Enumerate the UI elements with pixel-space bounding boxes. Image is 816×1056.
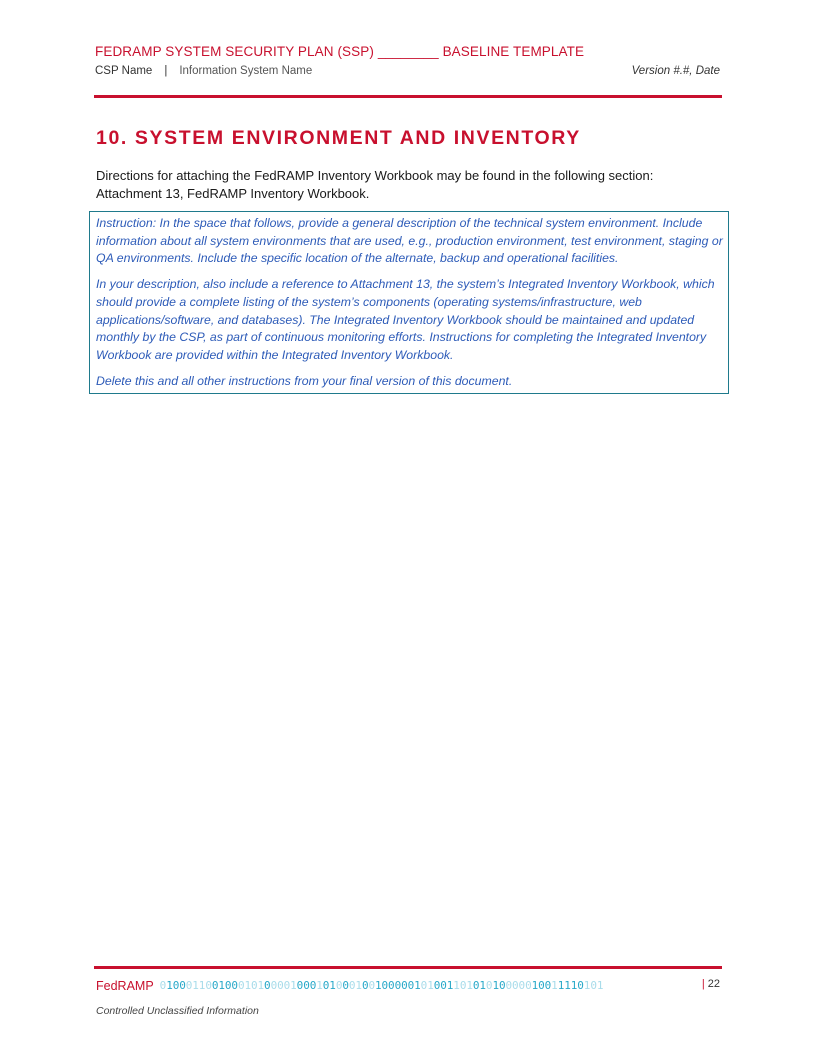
classification-label: Controlled Unclassified Information xyxy=(96,1005,259,1017)
document-title-suffix: BASELINE TEMPLATE xyxy=(442,44,585,59)
footer-binary-pattern xyxy=(160,979,604,992)
intro-line-1: Directions for attaching the FedRAMP Inventory Workbook may be found in the following section: xyxy=(96,168,654,183)
instruction-paragraph-2: In your description, also include a reference to Attachment 13, the system’s Integrated Inventory Workbook, which should provide a complete listing of the system’s components (operating systems/infrastructure, web applications/software, and databases). The Integrated Inventory Workbook should be maintained and updated monthly by the CSP, as part of continuous monitoring efforts. Instructions for completing the Integrated Inventory Workbook are provided within the Integrated Inventory Workbook. xyxy=(96,277,715,362)
binary-segment: 0000 xyxy=(505,979,532,993)
page-header xyxy=(95,44,722,81)
binary-segment: 0110 xyxy=(185,979,212,993)
version-date: Version #.#, Date xyxy=(631,65,720,77)
system-name: Information System Name xyxy=(179,65,313,77)
page-number-bar: | xyxy=(701,978,705,990)
binary-segment: 0 xyxy=(335,979,343,993)
binary-segment: 0 xyxy=(264,979,271,993)
binary-segment: 01 xyxy=(420,979,434,993)
page-number-value: 22 xyxy=(707,978,720,990)
binary-segment: 0 xyxy=(342,979,349,993)
document-title xyxy=(95,44,722,59)
intro-line-2: Attachment 13, FedRAMP Inventory Workbook. xyxy=(96,186,370,201)
binary-segment: 0 xyxy=(361,979,369,993)
binary-segment: 101 xyxy=(453,979,473,993)
binary-segment: 01 xyxy=(348,979,362,993)
footer-brand: FedRAMP xyxy=(96,978,154,993)
header-separator: | xyxy=(164,65,168,77)
binary-segment: 0001 xyxy=(270,979,297,993)
instruction-paragraph-3: Delete this and all other instructions from your final version of this document. xyxy=(96,373,513,388)
binary-segment: 000 xyxy=(296,979,317,993)
section-heading: 10. SYSTEM ENVIRONMENT AND INVENTORY xyxy=(96,127,581,149)
page-number xyxy=(702,978,720,990)
binary-segment: 001 xyxy=(433,979,454,993)
csp-name: CSP Name xyxy=(95,65,153,77)
binary-segment: 1 xyxy=(316,979,323,993)
binary-segment: 0100 xyxy=(211,979,238,993)
binary-segment: 01 xyxy=(472,979,486,993)
binary-segment: 1000001 xyxy=(375,979,421,993)
intro-paragraph xyxy=(96,167,716,203)
binary-segment: 10 xyxy=(492,979,506,993)
instruction-box xyxy=(89,211,729,394)
binary-segment: 0101 xyxy=(237,979,265,993)
binary-segment: 0 xyxy=(368,979,375,993)
instruction-paragraph-1: Instruction: In the space that follows, provide a general description of the technical system environment. Include information about all system environments that are used, e.g., production environment, test environment, staging or QA environments. Include the specific location of the alternate, backup and operational facilities. xyxy=(96,216,723,266)
binary-segment: 01 xyxy=(322,979,336,993)
baseline-blank: ________ xyxy=(377,44,439,59)
footer-divider xyxy=(94,966,722,969)
binary-segment: 100 xyxy=(531,979,552,993)
binary-segment: 1110 xyxy=(557,979,584,993)
binary-segment: 100 xyxy=(166,979,186,993)
binary-segment: 0 xyxy=(159,979,167,993)
page-footer xyxy=(96,977,722,995)
header-divider xyxy=(94,95,722,98)
binary-segment: 101 xyxy=(583,979,604,993)
header-subline xyxy=(95,65,722,81)
document-title-text: FEDRAMP SYSTEM SECURITY PLAN (SSP) xyxy=(95,44,374,59)
binary-segment: 0 xyxy=(485,979,493,993)
binary-segment: 1 xyxy=(551,979,558,993)
